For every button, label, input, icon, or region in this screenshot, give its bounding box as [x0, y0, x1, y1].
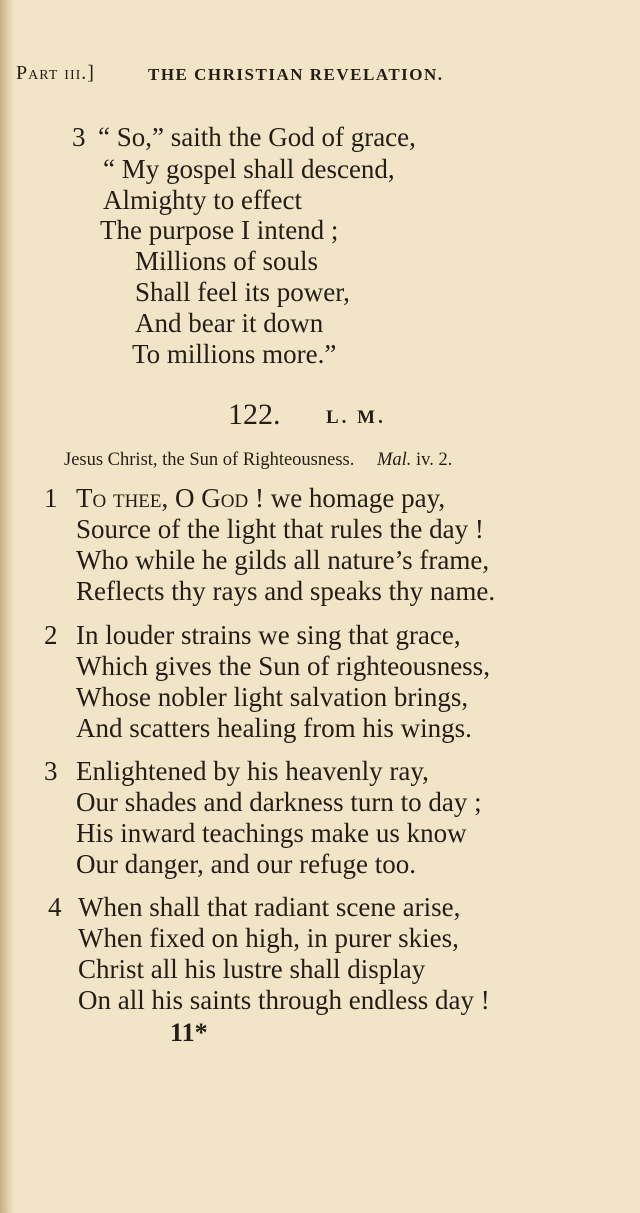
verse-line: When shall that radiant scene arise,	[78, 892, 461, 922]
verse-line: Who while he gilds all nature’s frame,	[76, 545, 490, 575]
verse-line	[76, 483, 445, 514]
prev-verse-line: “ My gospel shall descend,	[103, 154, 395, 184]
stanza-number: 1	[44, 483, 58, 513]
scripture-chapter-verse: iv. 2.	[416, 450, 453, 470]
running-header	[16, 62, 444, 85]
scripture-book: Mal.	[376, 450, 412, 470]
hymn-subtitle-row	[64, 450, 452, 471]
verse-line: Christ all his lustre shall display	[78, 954, 426, 984]
verse-line: Our danger, and our refuge too.	[76, 849, 417, 879]
prev-verse-line: To millions more.”	[132, 339, 337, 369]
hymn-subtitle: Jesus Christ, the Sun of Righteousness.	[64, 450, 355, 470]
verse-line: Which gives the Sun of righteousness,	[76, 651, 490, 681]
verse-line: Enlightened by his heavenly ray,	[76, 756, 429, 786]
prev-verse-line: Millions of souls	[135, 246, 319, 276]
verse-line: When fixed on high, in purer skies,	[78, 923, 459, 953]
verse-line: His inward teachings make us know	[76, 818, 467, 848]
prev-verse-line: And bear it down	[135, 308, 324, 338]
first-line-rest: ! we homage pay,	[248, 483, 446, 513]
page-gutter	[0, 0, 14, 1213]
verse-line: Whose nobler light salvation brings,	[76, 682, 469, 712]
prev-verse-line: “ So,” saith the God of grace,	[98, 122, 416, 152]
verse-line: Our shades and darkness turn to day ;	[76, 787, 482, 817]
signature-mark: 11*	[170, 1018, 208, 1047]
stanza-number: 3	[44, 756, 58, 786]
prev-verse-line: The purpose I intend ;	[100, 215, 339, 245]
verse-line: In louder strains we sing that grace,	[76, 620, 461, 650]
stanza-number: 2	[44, 620, 58, 650]
part-label: Part iii.]	[16, 62, 95, 84]
running-title: THE CHRISTIAN REVELATION.	[148, 65, 444, 84]
prev-verse-line: Almighty to effect	[103, 185, 302, 215]
stanza-number: 4	[48, 892, 62, 922]
hymn-number: 122.	[228, 398, 281, 431]
verse-line: On all his saints through endless day !	[78, 985, 490, 1015]
prev-verse-line: Shall feel its power,	[135, 277, 350, 307]
first-line-caps: To thee, O God	[76, 483, 249, 513]
prev-stanza-number: 3	[72, 122, 86, 152]
verse-line: And scatters healing from his wings.	[76, 713, 472, 743]
verse-line: Source of the light that rules the day !	[76, 514, 484, 544]
verse-line: Reflects thy rays and speaks thy name.	[76, 576, 496, 606]
hymn-meter: L. M.	[326, 407, 386, 428]
